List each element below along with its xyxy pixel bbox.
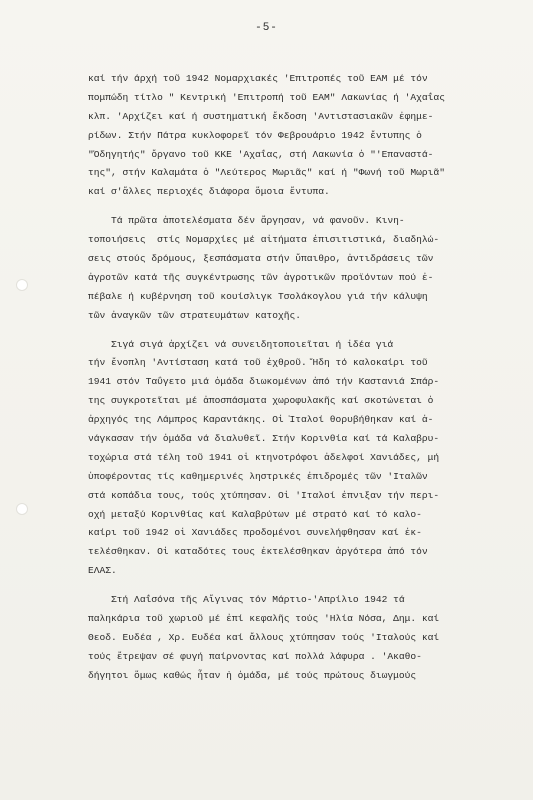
text-line: καί τήν άρχή τοῦ 1942 Νομαρχιακές 'Επιτροπές τοῦ ΕΑΜ μέ τόν [88, 73, 428, 84]
paragraph-gap [88, 202, 508, 212]
text-line: 1941 στόν Ταΰγετο μιά ὁμάδα διωκομένων ἀπό τήν Καστανιά Σπάρ- [88, 376, 440, 388]
text-line: σεις στούς δρόμους, ξεσπάσματα στήν ὕπαιθρο, ἀντιδράσεις τῶν [88, 253, 434, 265]
text-line: τῶν ἀναγκῶν τῶν στρατευμάτων κατοχῆς. [88, 309, 302, 321]
page-number: -5- [255, 22, 278, 34]
text-line: ὑποφέροντας τίς καθημερινές ληστρικές ἐπιδρομές τῶν 'Ιταλῶν [88, 470, 428, 482]
text-line: ἀγροτῶν κατά τῆς συγκέντρωσης τῶν ἀγροτικῶν προϊόντων πού ἐ- [88, 271, 434, 283]
text-line: κλπ. 'Αρχίζει καί ή συστηματική ἔκδοση 'Αντιστασιακῶν ἐφημε- [88, 110, 434, 122]
text-line: ΕΛΑΣ. [88, 565, 117, 577]
text-line: παληκάρια τοῦ χωριοῦ μέ ἐπί κεφαλῆς τούς 'Ηλία Νόσα, Δημ. καί [88, 613, 440, 625]
text-line: Στή Λαΐσόνα τῆς Αἴγινας τόν Μάρτιο-'Απρίλιο 1942 τά [88, 594, 405, 606]
text-line: ρίδων. Στήν Πάτρα κυκλοφορεῖ τόν Φεβρουάριο 1942 ἔντυπης ὁ [88, 129, 422, 141]
text-line: καί σ'ἄλλες περιοχές διάφορα ὅμοια ἔντυπα. [88, 186, 330, 198]
text-line: πομπώδη τίτλο " Κεντρική 'Επιτροπή τοῦ ΕΑΜ" Λακωνίας ή 'Αχαΐας [88, 91, 445, 103]
text-line: "Ὁδηγητής" ὄργανο τοῦ ΚΚΕ 'Αχαΐας, στή Λακωνία ὁ "'Επαναστά- [88, 148, 434, 160]
text-line: της συγκροτεῖται μέ ἀποσπάσματα χωροφυλακῆς καί σκοτώνεται ὁ [88, 395, 434, 407]
body-text [88, 70, 508, 686]
text-line: της", στήν Καλαμάτα ὁ "Λεύτερος Μωριᾶς" καί ή "Φωνή τοῦ Μωριᾶ" [88, 167, 445, 179]
text-line: τελέσθηκαν. Οἱ καταδότες τους ἐκτελέσθηκαν ἀργότερα ἀπό τόν [88, 546, 428, 558]
text-line: Σιγά σιγά ἀρχίζει νά συνειδητοποιεῖται ή ἰδέα γιά [88, 338, 394, 350]
text-line: Τά πρῶτα ἀποτελέσματα δέν ἄργησαν, νά φανοῦν. Κινη- [88, 215, 405, 227]
text-line: τοχώρια στά τέλη τοῦ 1941 οἱ κτηνοτρόφοι ἀδελφοί Χανιάδες, μή [88, 451, 440, 463]
text-line: στά κοπάδια τους, τούς χτύπησαν. Οἱ 'Ιταλοί ἐπνιξαν τήν περι- [88, 489, 440, 501]
text-line: νάγκασαν τήν ὁμάδα νά διαλυθεῖ. Στήν Κορινθία καί τά Καλαβρυ- [88, 433, 440, 445]
text-line: τούς ἔτρεψαν σέ φυγή παίρνοντας καί πολλά λάφυρα . 'Ακαθο- [88, 650, 422, 662]
paragraph-gap [88, 326, 508, 336]
text-line: οχή μεταξύ Κορινθίας καί Καλαβρύτων μέ στρατό καί τό καλο- [88, 508, 422, 520]
paragraph-gap [88, 581, 508, 591]
text-line: τοποιήσεις στίς Νομαρχίες μέ αἰτήματα ἐπισιτιστικά, διαδηλώ- [88, 234, 440, 246]
text-line: καίρι τοῦ 1942 οἱ Χανιάδες προδομένοι συνελήφθησαν καί ἐκ- [88, 527, 422, 539]
text-line: πέβαλε ή κυβέρνηση τοῦ κουίσλιγκ Τσολάκογλου γιά τήν κάλυψη [88, 290, 428, 302]
punch-hole [16, 279, 28, 291]
text-line: τήν ἔνοπλη 'Αντίσταση κατά τοῦ ἐχθροῦ. Ἤδη τό καλοκαίρι τοῦ [88, 357, 428, 369]
text-line: ἀρχηγός της Λάμπρος Καραντάκης. Οἱ Ἰταλοί θορυβήθηκαν καί ἀ- [88, 414, 434, 426]
text-line: Θεοδ. Ευδέα , Χρ. Ευδέα καί ἄλλους χτύπησαν τούς 'Ιταλούς καί [88, 631, 440, 643]
punch-hole [16, 503, 28, 515]
text-line: δήγητοι ὅμως καθώς ἦταν ἡ ὁμάδα, μέ τούς πρώτους διωγμούς [88, 669, 417, 681]
